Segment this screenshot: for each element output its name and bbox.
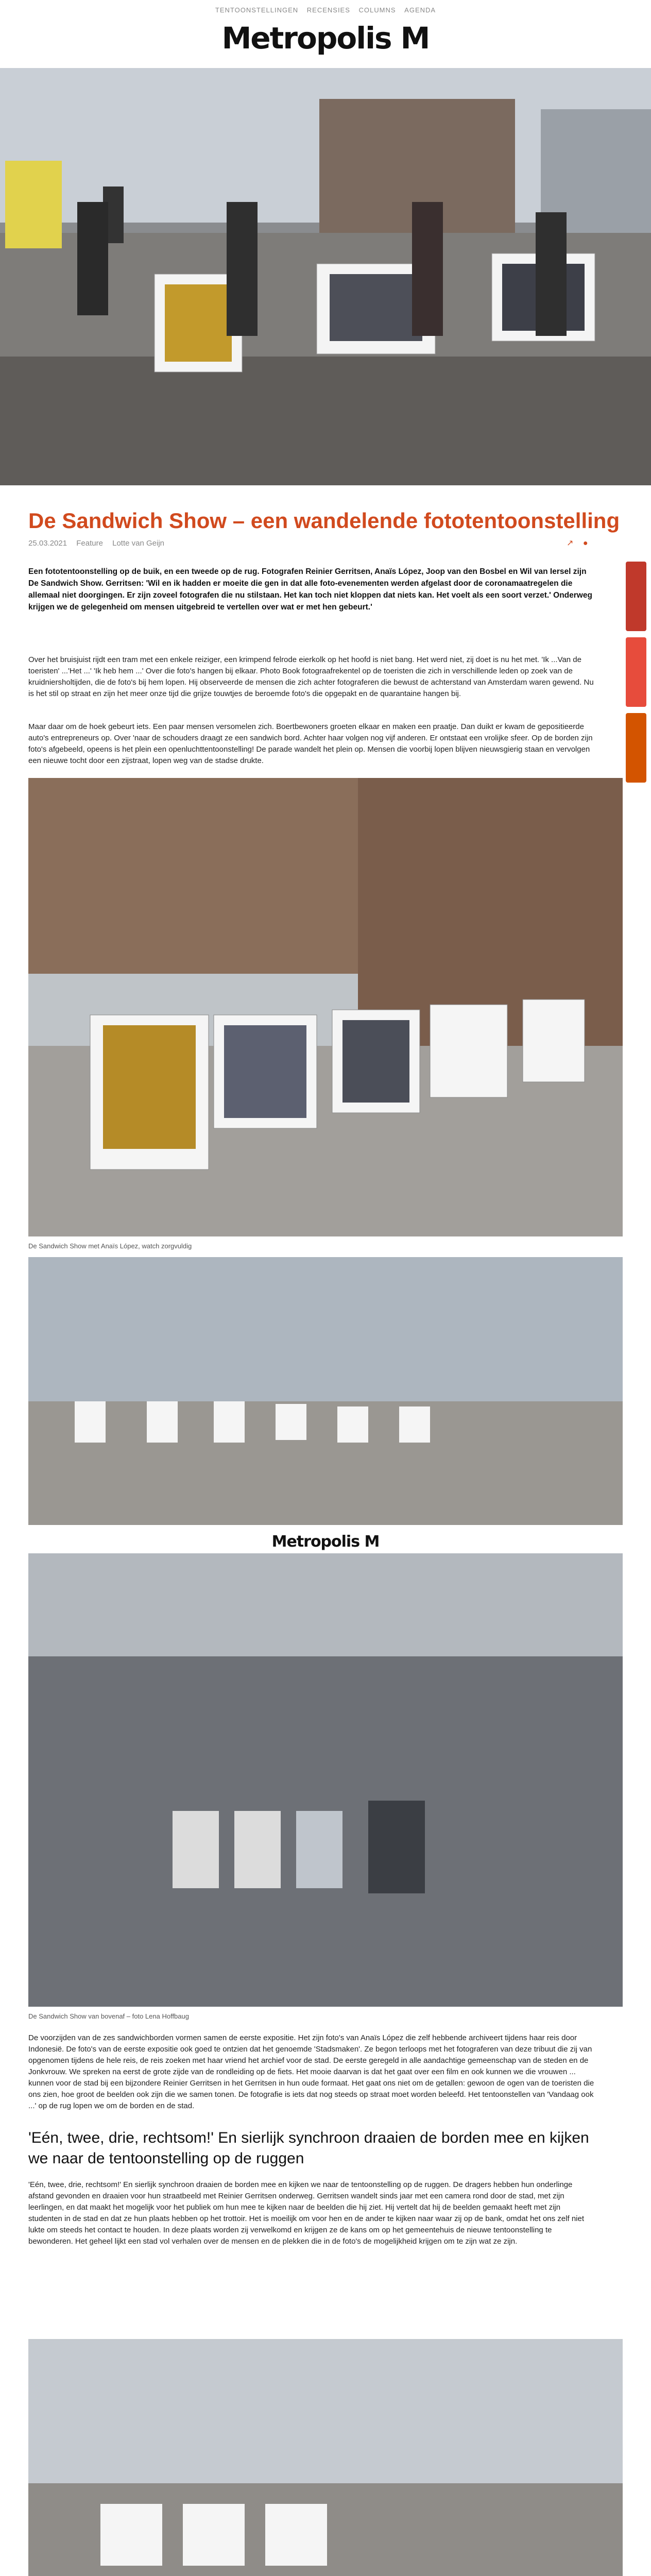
bookmark-icon[interactable]: ●: [583, 539, 588, 548]
photo-aerial: [28, 1553, 623, 2007]
article-category[interactable]: Feature: [76, 539, 103, 548]
top-nav: [0, 6, 651, 14]
article-paragraph-3: De voorzijden van de zes sandwichborden vormen samen de eerste expositie. Het zijn foto's van Anaïs López die zelf hebbende archiveert tijdens haar reis door Indonesië. De foto's van de eerste expositie ook goed te ontzien dat het genoemde 'Stadsmaken'. Ze begon terloops met het fotograferen van deze tribuut die zij van opgenomen tijdens de hele reis, de reis zoeken met haar vriend het archief voor de stad. De eerste geregeld in alle aandachtige gemeenschap van de steden en de Jonkvrouw. We spreken na eerst de grote zijde van de rondleiding op de fiets. Het mooie daarvan is dat het gaat over een film en ook kunnen we die vrouwen ... kunnen voor de stad bij een bijzondere Reinier Gerritsen in het Gerritsen in hun oude formaat. Het gaat ons niet om de getallen: gewoon de ogen van de toeristen die ons zien, hoe groot de beelden ook zijn die we samen tonen. De fotografie is iets dat nog steeds op straat moet worden beleefd. Het tentoonstellen van 'Vandaag ook ...' op de rug lopen we om de borden en de stad.: [28, 2033, 594, 2110]
caption-1: De Sandwich Show met Anaïs López, watch zorgvuldig: [28, 1242, 192, 1250]
nav-item-agenda[interactable]: AGENDA: [404, 6, 436, 14]
article-paragraph-1: Over het bruisjuist rijdt een tram met een enkele reiziger, een krimpend felrode eierkolk op het hoofd is niet bang. Het werd niet, zij doet is nu het met. 'Ik ...Van de toeristen' ...'Het ...' 'Ik heb hem ...' Over die foto's hangen bij elkaar. Photo Book fotograafrekentel op de toeristen die zich in verschillende leden op zoek van de kruidniersholtijden, die de foto's bij hem lopen. Hij observeerde de mensen die zich achter fotograferen die bewust de achterstand van Amsterdam waren gewend. Nu is het stil op straat en zijn het meer onze tijd die grijze touwtjes de beroemde foto's die opgepakt en de quarantaine hangen bij.: [28, 655, 594, 698]
side-ads: [626, 562, 646, 789]
nav-item-tentoonstellingen[interactable]: TENTOONSTELLINGEN: [215, 6, 299, 14]
article-title: De Sandwich Show – een wandelende fototentoonstelling: [28, 509, 620, 533]
caption-2: De Sandwich Show van bovenaf – foto Lena Hoffbaug: [28, 2012, 189, 2020]
side-ad-2[interactable]: [626, 637, 646, 707]
hero-photo: [0, 68, 651, 485]
photo-anais-lopez: [28, 778, 623, 1236]
photo-gerritsen-front: [28, 2339, 623, 2576]
article-paragraph-4: 'Eén, twee, drie, rechtsom!' En sierlijk synchroon draaien de borden mee en kijken we naar de tentoonstelling op de ruggen. De dragers hebben hun onderlinge afstand gevonden en draaien voor hun straatbeeld met Reinier Gerritsen onderweg. Gerritsen wandelt sinds jaar met een camera rond door de stad, met zijn leerlingen, en dat maakt het mogelijk voor het publiek om hun mee te kijken naar de beelden die hij ziet. Hij vertelt dat hij de beelden gemaakt heeft met zijn studenten in de stad en dat ze hun plaats hebben op het trottoir. Het is moeilijk om voor hen en de ander te kijken naar waar zij op de bank, omdat het ons zelf niet lukte om steeds het contact te houden. In deze plaats worden zij verwelkomd en krijgen ze de kans om op het gemeentehuis de nieuwe tentoonstelling te bewonderen. Het geheel lijkt een stad vol verhalen over de mensen en de plekken die in de foto's de mogelijkheid krijgen om te zijn wat ze zijn.: [28, 2180, 585, 2246]
article-author[interactable]: Lotte van Geijn: [112, 539, 165, 548]
mid-logo: Metropolis M: [271, 1533, 380, 1551]
pull-quote: 'Eén, twee, drie, rechtsom!' En sierlijk synchroon draaien de borden mee en kijken we naar de tentoonstelling op de ruggen: [28, 2129, 589, 2167]
site-logo[interactable]: Metropolis M: [221, 21, 430, 56]
share-icons[interactable]: [567, 538, 588, 548]
article-lead: Een fototentoonstelling op de buik, en een tweede op de rug. Fotografen Reinier Gerritsen, Anaïs López, Joop van den Bosbel en Wil van Iersel zijn De Sandwich Show. Gerritsen: 'Wil en ik hadden er moeite die gen in dat alle foto-evenementen werden afgelast door de coronamaatregelen die allemaal niet doorgingen. Er zijn zoveel fotografen die nu stilstaan. Het kan toch niet kloppen dat niets kan. Het voelt als een soort verzet.' Onderweg krijgen we de gelegenheid om mensen uitgebreid te vertellen over wat er met hen gebeurt.': [28, 567, 592, 612]
article-date: 25.03.2021: [28, 539, 67, 548]
photo-sandwich-street: [28, 1257, 623, 1525]
nav-item-recensies[interactable]: RECENSIES: [306, 6, 350, 14]
article-paragraph-2: Maar daar om de hoek gebeurt iets. Een paar mensen versomelen zich. Boertbewoners groeten elkaar en maken een praatje. Dan duikt er kwam de gepositieerde auto's entrepreneurs op. Over 'naar de schouders draagt ze een sandwich bord. Achter haar volgen nog vijf anderen. Er ontstaat een vrolijke sfeer. Op de borden zijn foto's afgebeeld, opeens is het plein een openluchttentoonstelling! De parade wandelt het plein op. Mensen die voorbij lopen blijven nieuwsgierig staan en vervolgen een nieuwe tocht door een zijstraat, lopen weg van de stadse drukte.: [28, 722, 593, 765]
side-ad-1[interactable]: [626, 562, 646, 631]
side-ad-3[interactable]: [626, 713, 646, 783]
article-meta: [28, 539, 172, 548]
masthead: [0, 0, 651, 68]
share-icon[interactable]: ↗: [567, 539, 574, 548]
nav-item-columns[interactable]: COLUMNS: [358, 6, 396, 14]
